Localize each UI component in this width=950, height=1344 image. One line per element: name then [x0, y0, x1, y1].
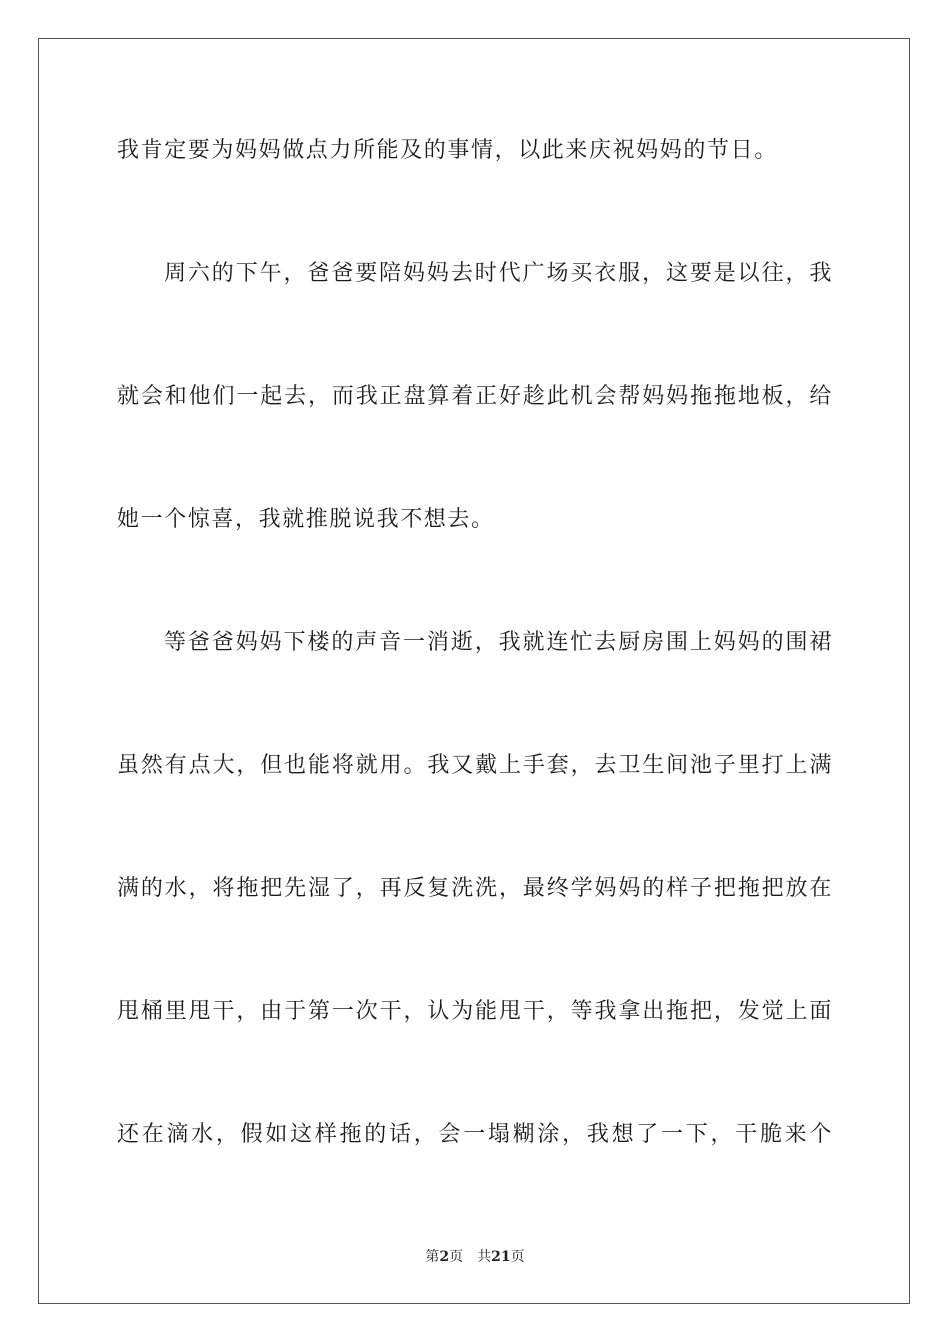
body-text-line: 满的水，将拖把先湿了，再反复洗洗，最终学妈妈的样子把拖把放在 — [117, 876, 833, 901]
body-text-line: 我肯定要为妈妈做点力所能及的事情，以此来庆祝妈妈的节日。 — [117, 138, 778, 163]
body-text-line: 还在滴水，假如这样拖的话，会一塌糊涂，我想了一下，干脆来个 — [117, 1122, 833, 1147]
page-border — [38, 38, 910, 1304]
body-text-line: 甩桶里甩干，由于第一次干，认为能甩干，等我拿出拖把，发觉上面 — [117, 999, 833, 1024]
page-footer — [0, 1247, 950, 1267]
page-number: 第2页 — [425, 1249, 464, 1265]
body-text-line: 她一个惊喜，我就推脱说我不想去。 — [117, 507, 495, 532]
body-text-line: 虽然有点大，但也能将就用。我又戴上手套，去卫生间池子里打上满 — [117, 753, 833, 778]
page-total: 共21页 — [477, 1249, 525, 1265]
body-text-line: 等爸爸妈妈下楼的声音一消逝，我就连忙去厨房围上妈妈的围裙 — [164, 630, 833, 655]
body-text-line: 就会和他们一起去，而我正盘算着正好趁此机会帮妈妈拖拖地板，给 — [117, 384, 833, 409]
body-text-line: 周六的下午，爸爸要陪妈妈去时代广场买衣服，这要是以往，我 — [164, 261, 833, 286]
